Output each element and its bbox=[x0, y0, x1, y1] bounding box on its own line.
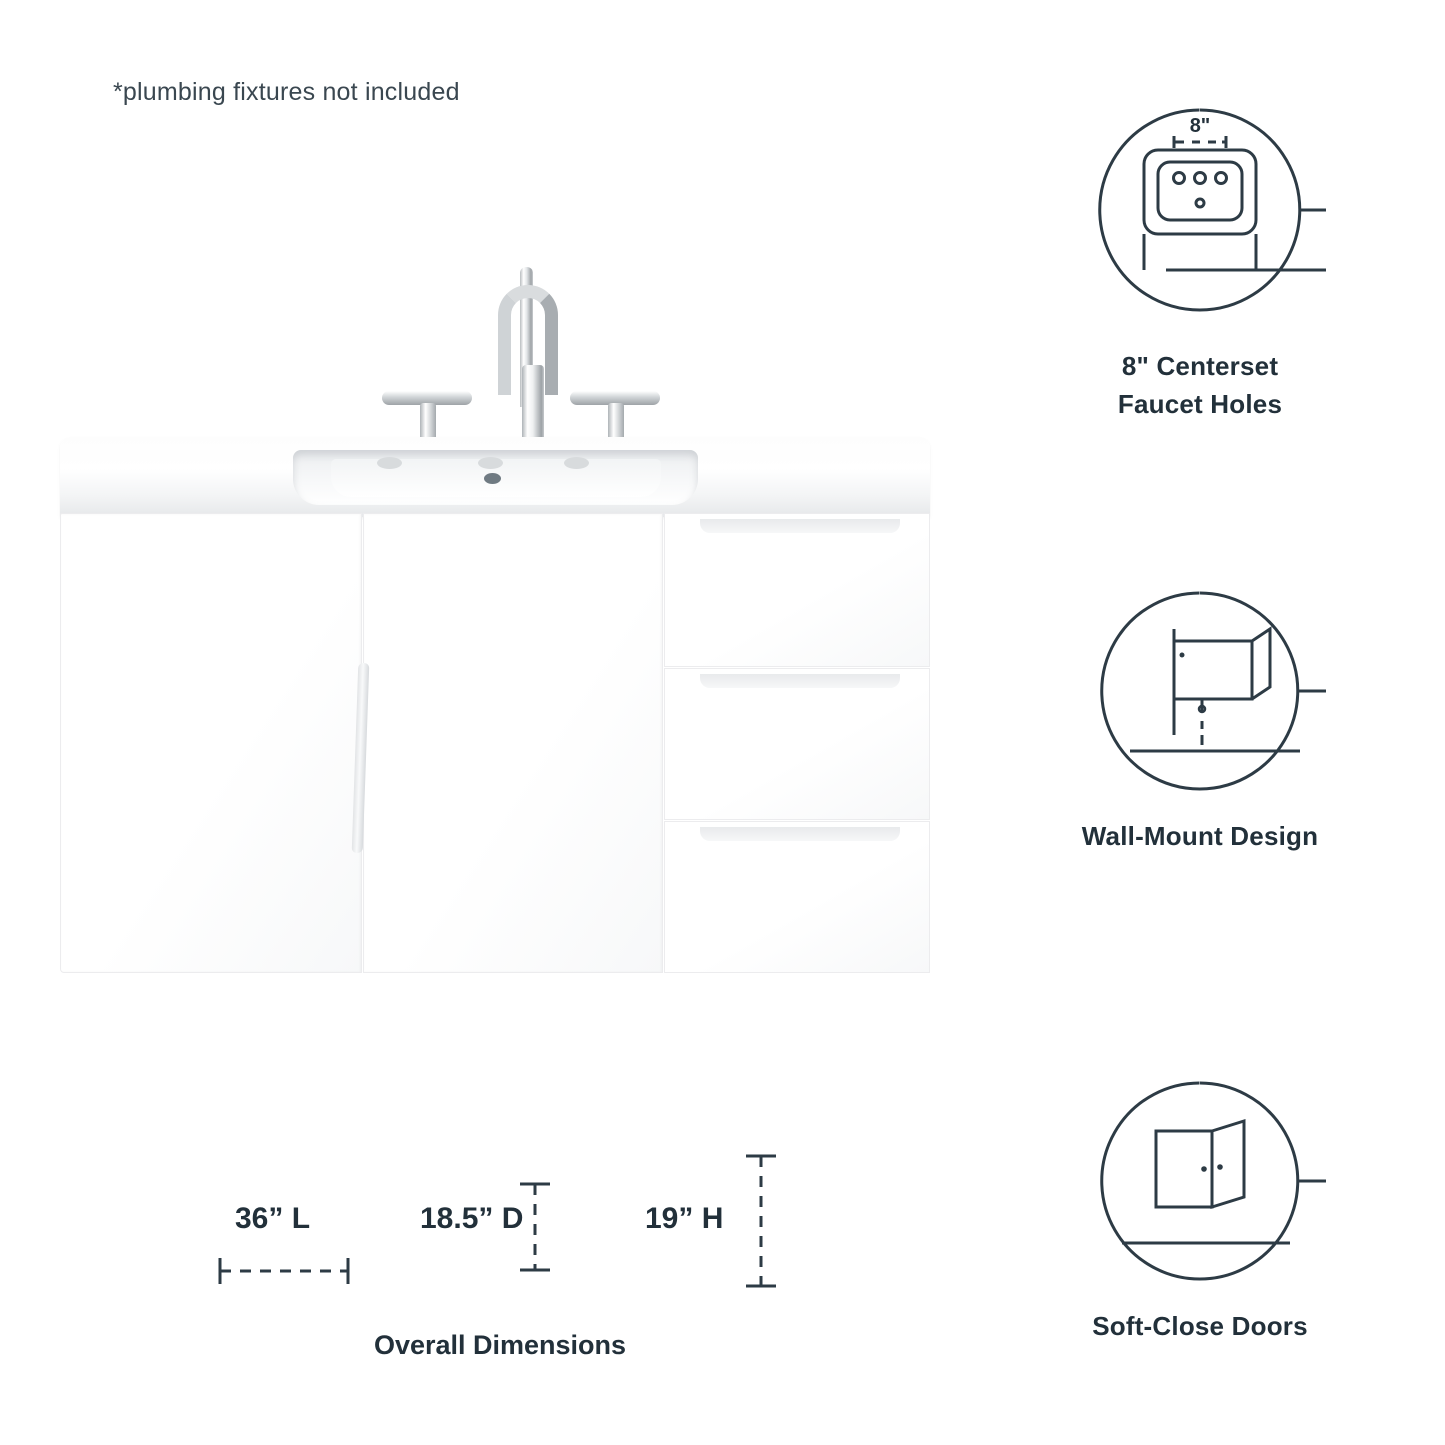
feature-label-line1: 8" Centerset bbox=[1121, 351, 1279, 381]
drawer-pull-middle bbox=[700, 674, 900, 688]
dimensions-caption: Overall Dimensions bbox=[373, 1330, 627, 1360]
dimension-depth: 18.5” D bbox=[420, 1202, 524, 1235]
wall-mount-icon bbox=[1070, 585, 1330, 800]
cabinet-door-right bbox=[363, 513, 663, 973]
feature-label-wall-mount bbox=[1000, 818, 1400, 856]
feature-label-line1: Soft-Close Doors bbox=[1092, 1311, 1308, 1341]
faucet-hole-left bbox=[377, 457, 402, 469]
overall-dimensions-block bbox=[180, 1140, 820, 1370]
cabinet-door-left bbox=[60, 513, 362, 973]
feature-label-soft-close bbox=[1000, 1308, 1400, 1346]
disclaimer-text: *plumbing fixtures not included bbox=[113, 78, 460, 106]
dimension-height: 19” H bbox=[645, 1202, 724, 1235]
drawer-pull-top bbox=[700, 519, 900, 533]
centerset-badge-text: 8" bbox=[1189, 115, 1211, 137]
drawer-pull-bottom bbox=[700, 827, 900, 841]
feature-soft-close-doors bbox=[1000, 1075, 1400, 1346]
feature-centerset-faucet-holes bbox=[1000, 100, 1400, 423]
dimension-length: 36” L bbox=[235, 1202, 311, 1235]
drawer-middle bbox=[664, 668, 930, 820]
feature-label-line1: Wall-Mount Design bbox=[1081, 821, 1319, 851]
drawer-top bbox=[664, 513, 930, 667]
feature-label-centerset bbox=[1000, 348, 1400, 423]
feature-wall-mount-design bbox=[1000, 585, 1400, 856]
cabinet bbox=[60, 513, 930, 973]
feature-label-line2: Faucet Holes bbox=[1117, 388, 1283, 419]
faucet-hole-right bbox=[564, 457, 589, 469]
faucet-hole-center bbox=[478, 457, 503, 469]
drawer-bottom bbox=[664, 821, 930, 973]
soft-close-doors-icon bbox=[1070, 1075, 1330, 1290]
sink-drain bbox=[484, 473, 501, 484]
sink-faucet-holes-icon bbox=[1070, 100, 1330, 330]
dimension-arrows bbox=[180, 1140, 820, 1340]
vanity-product-image bbox=[40, 225, 940, 985]
